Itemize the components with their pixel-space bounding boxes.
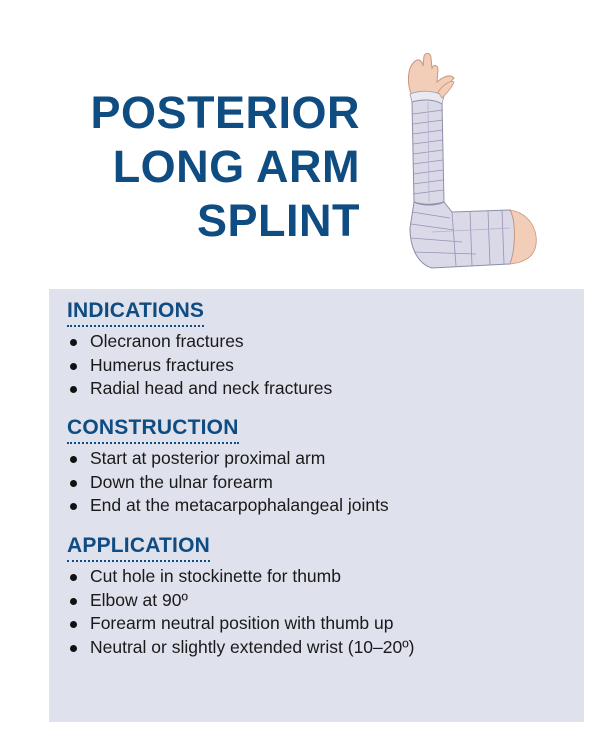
title-line-3: SPLINT	[196, 195, 360, 246]
section-heading: INDICATIONS	[67, 299, 204, 327]
splinted-arm-illustration	[392, 52, 542, 284]
section-heading: APPLICATION	[67, 534, 210, 562]
list-item: Neutral or slightly extended wrist (10–20º)	[67, 636, 414, 660]
info-panel	[49, 289, 584, 722]
bullet-list	[67, 447, 389, 518]
section-application	[67, 534, 414, 659]
section-heading: CONSTRUCTION	[67, 416, 239, 444]
bullet-list	[67, 565, 414, 659]
title-line-1: POSTERIOR	[90, 87, 360, 138]
section-construction	[67, 416, 389, 518]
upper-arm-splint	[410, 202, 515, 268]
list-item: Down the ulnar forearm	[67, 471, 389, 495]
list-item: Forearm neutral position with thumb up	[67, 612, 414, 636]
list-item: Elbow at 90º	[67, 589, 414, 613]
section-indications	[67, 299, 332, 401]
bullet-list	[67, 330, 332, 401]
list-item: Humerus fractures	[67, 354, 332, 378]
list-item: Cut hole in stockinette for thumb	[67, 565, 414, 589]
list-item: Olecranon fractures	[67, 330, 332, 354]
list-item: End at the metacarpophalangeal joints	[67, 494, 389, 518]
page-title	[90, 86, 360, 248]
title-line-2: LONG ARM	[112, 141, 360, 192]
list-item: Start at posterior proximal arm	[67, 447, 389, 471]
list-item: Radial head and neck fractures	[67, 377, 332, 401]
